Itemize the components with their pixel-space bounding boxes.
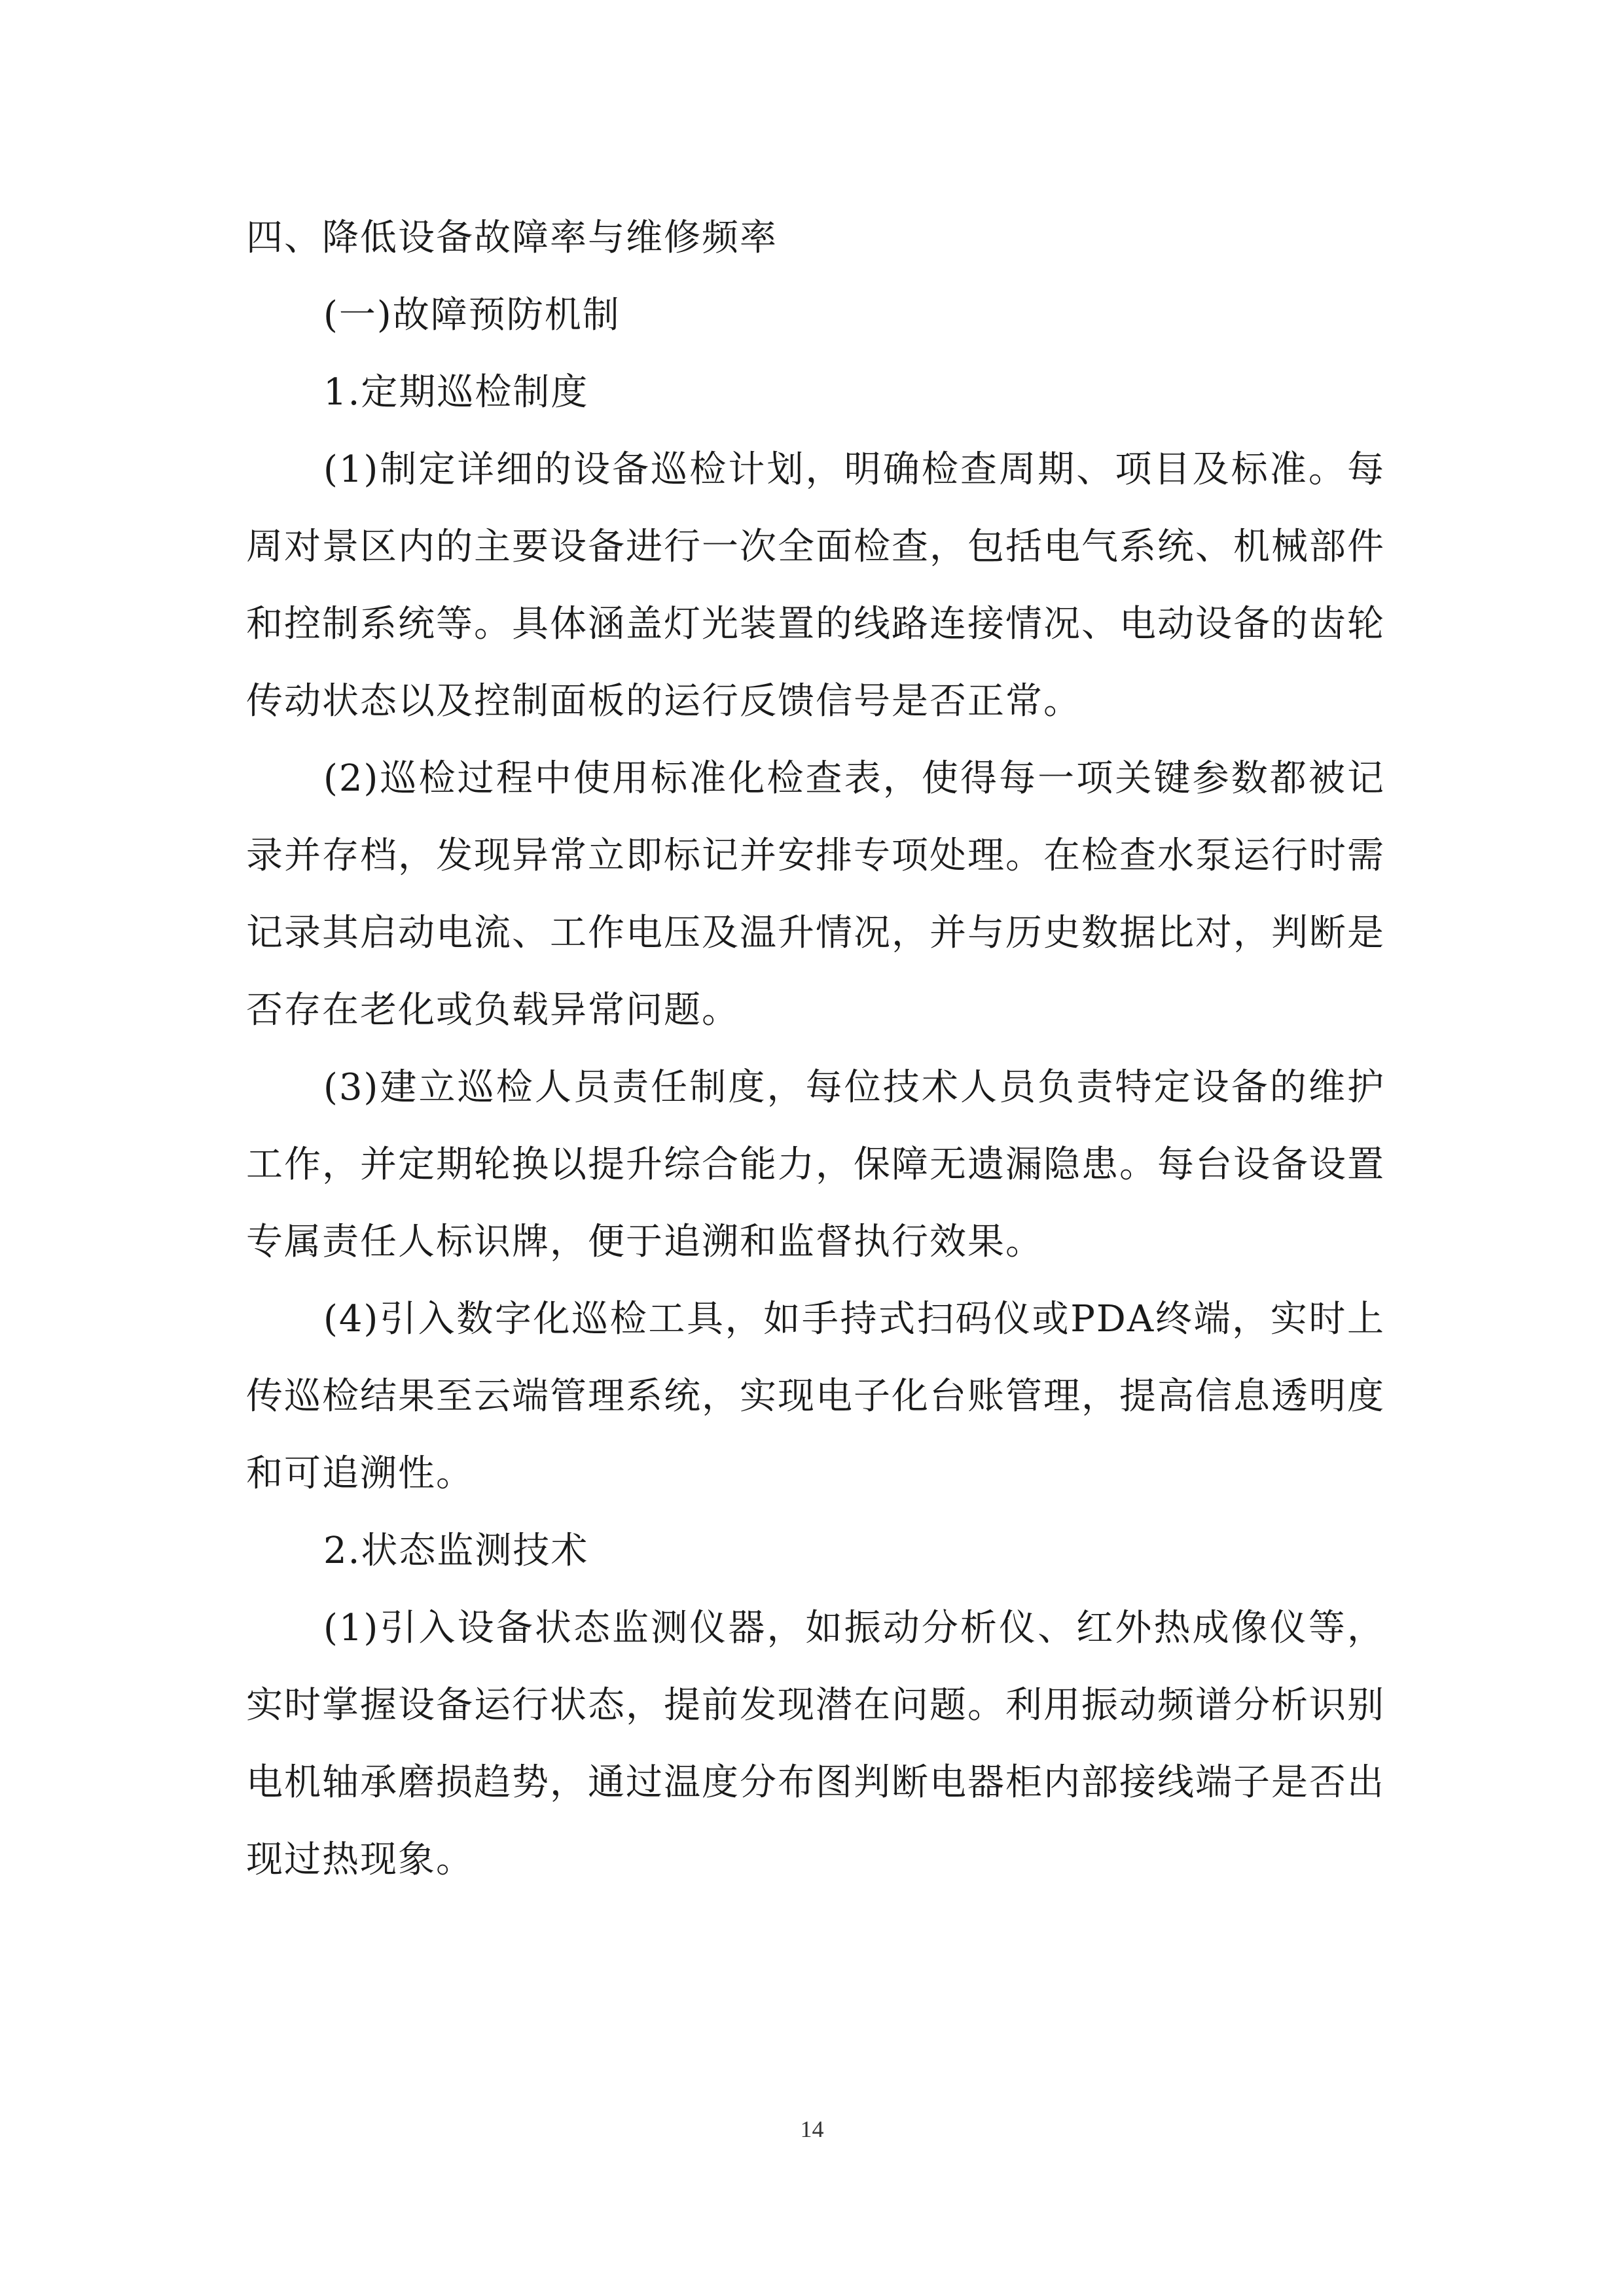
page-number: 14 — [800, 2116, 824, 2142]
document-body — [246, 200, 1385, 1899]
paragraph: (4)引入数字化巡检工具，如手持式扫码仪或PDA终端，实时上传巡检结果至云端管理系统，实现电子化台账管理，提高信息透明度和可追溯性。 — [246, 1298, 1385, 1495]
subsection-heading: (一)故障预防机制 — [323, 294, 621, 336]
paragraph: (3)建立巡检人员责任制度，每位技术人员负责特定设备的维护工作，并定期轮换以提升综合能力，保障无遗漏隐患。每台设备设置专属责任人标识牌，便于追溯和监督执行效果。 — [246, 1066, 1385, 1263]
section-heading: 四、降低设备故障率与维修频率 — [246, 217, 778, 259]
item-heading: 2.状态监测技术 — [323, 1530, 589, 1572]
paragraph: (1)引入设备状态监测仪器，如振动分析仪、红外热成像仪等，实时掌握设备运行状态，提前发现潜在问题。利用振动频谱分析识别电机轴承磨损趋势，通过温度分布图判断电器柜内部接线端子是否出现过热现象。 — [246, 1607, 1385, 1881]
item-heading: 1.定期巡检制度 — [323, 371, 589, 414]
paragraph: (2)巡检过程中使用标准化检查表，使得每一项关键参数都被记录并存档，发现异常立即标记并安排专项处理。在检查水泵运行时需记录其启动电流、工作电压及温升情况，并与历史数据比对，判断是否存在老化或负载异常问题。 — [246, 757, 1385, 1031]
paragraph: (1)制定详细的设备巡检计划，明确检查周期、项目及标准。每周对景区内的主要设备进行一次全面检查，包括电气系统、机械部件和控制系统等。具体涵盖灯光装置的线路连接情况、电动设备的齿轮传动状态以及控制面板的运行反馈信号是否正常。 — [246, 448, 1385, 723]
